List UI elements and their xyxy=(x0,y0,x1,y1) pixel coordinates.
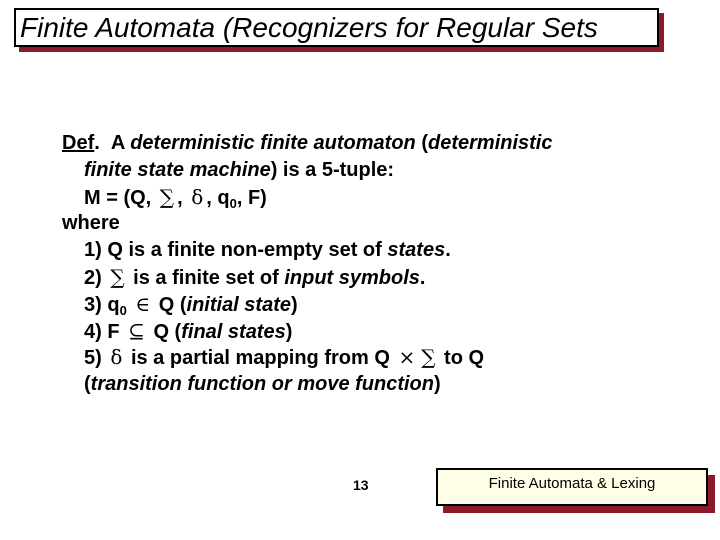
sigma-symbol: ∑ xyxy=(159,184,175,209)
title-box xyxy=(14,8,659,47)
tuple-line: M = (Q, ∑ , δ , $q_0$, F) xyxy=(84,184,267,211)
times-symbol: × xyxy=(398,345,416,370)
item-1: 1) Q is a finite non-empty set of states. xyxy=(84,239,451,262)
definition-line-1: Def. A deterministic finite automaton (deterministic xyxy=(62,132,553,154)
item-5: 5) δ is a partial mapping from Q × ∑ to Q xyxy=(84,345,485,370)
sigma-symbol: ∑ xyxy=(110,264,125,289)
item-2: 2) ∑ is a finite set of input symbols. xyxy=(84,264,426,289)
where-line: where xyxy=(62,212,120,235)
slide-title: Finite Automata (Recognizers for Regular Sets xyxy=(20,12,598,43)
item-4: 4) F ⊆ Q (final states) xyxy=(84,318,293,343)
sigma-symbol: ∑ xyxy=(421,345,436,370)
footer-title: Finite Automata & Lexing xyxy=(488,475,656,492)
definition-body xyxy=(62,130,702,398)
def-label: Def xyxy=(62,132,95,154)
subset-symbol: ⊆ xyxy=(128,318,145,343)
definition-line-2: finite state machine) is a 5-tuple: xyxy=(84,158,395,181)
term-dfa: deterministic finite automaton xyxy=(130,132,416,154)
delta-symbol: δ xyxy=(191,184,204,209)
page-number: 13 xyxy=(353,477,369,493)
element-of-symbol: ∈ xyxy=(135,291,151,316)
term-fsm: finite state machine xyxy=(84,158,271,181)
footer-box xyxy=(436,468,708,506)
item-3: 3) $q_0$ ∈ Q (initial state) xyxy=(84,291,298,318)
item-5-continuation: (transition function or move function) xyxy=(84,373,441,396)
delta-symbol: δ xyxy=(110,345,123,370)
